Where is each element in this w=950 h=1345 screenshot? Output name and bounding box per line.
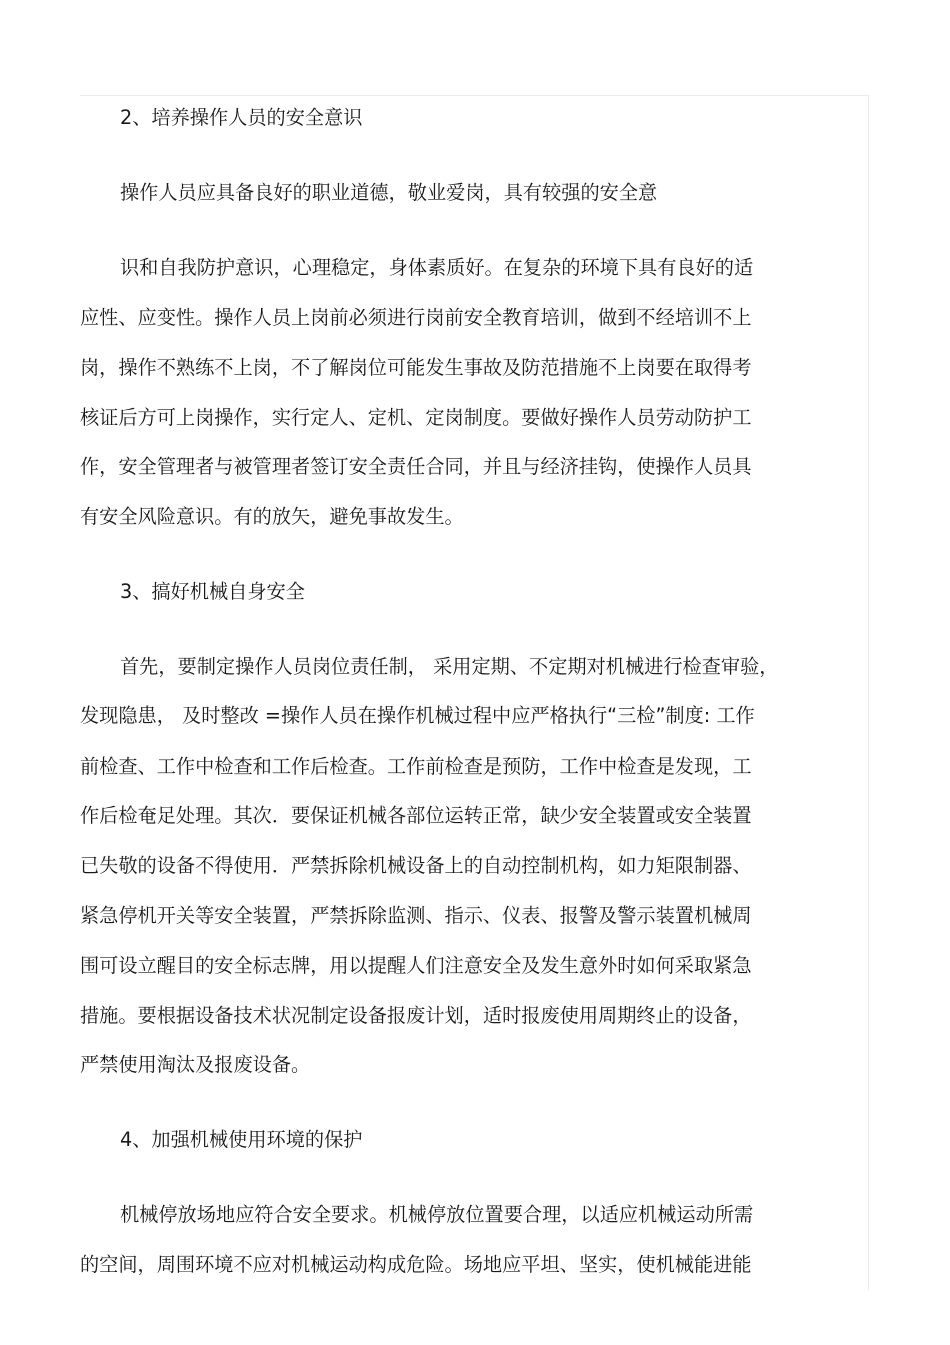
paragraph-line: 操作人员应具备良好的职业道德，敬业爱岗，具有较强的安全意	[120, 181, 658, 204]
paragraph-line: 前检查、工作中检查和工作后检查。工作前检查是预防，工作中检查是发现，工	[80, 755, 752, 778]
paragraph-line: 围可设立醒目的安全标志牌，用以提醒人们注意安全及发生意外时如何采取紧急	[80, 954, 752, 977]
paragraph-line: 应性、应变性。操作人员上岗前必须进行岗前安全教育培训，做到不经培训不上	[80, 306, 752, 329]
paragraph-line: 首先，要制定操作人员岗位责任制， 采用定期、不定期对机械进行检查审验，	[120, 655, 779, 678]
paragraph-line: 核证后方可上岗操作，实行定人、定机、定岗制度。要做好操作人员劳动防护工	[80, 406, 752, 429]
paragraph-line: 发现隐患， 及时整改 =操作人员在操作机械过程中应严格执行“三检”制度: 工作	[80, 704, 755, 727]
paragraph-line: 识和自我防护意识，心理稳定，身体素质好。在复杂的环境下具有良好的适	[120, 256, 754, 279]
paragraph-line: 机械停放场地应符合安全要求。机械停放位置要合理，以适应机械运动所需	[120, 1203, 754, 1226]
section-heading-3: 3、搞好机械自身安全	[120, 580, 305, 603]
paragraph-line: 措施。要根据设备技术状况制定设备报废计划，适时报废使用周期终止的设备，	[80, 1004, 752, 1027]
paragraph-line: 的空间，周围环境不应对机械运动构成危险。场地应平坦、坚实，使机械能进能	[80, 1253, 752, 1276]
paragraph-line: 作，安全管理者与被管理者签订安全责任合同，并且与经济挂钩，使操作人员具	[80, 455, 752, 478]
paragraph-line: 作后检奄足处理。其次．要保证机械各部位运转正常，缺少安全装置或安全装置	[80, 804, 752, 827]
paragraph-line: 已失敬的设备不得使用．严禁拆除机械设备上的自动控制机构，如力矩限制器、	[80, 854, 752, 877]
paragraph-line: 有安全风险意识。有的放矢，避免事故发生。	[80, 505, 464, 528]
paragraph-line: 紧急停机开关等安全装置，严禁拆除监测、指示、仪表、报警及警示装置机械周	[80, 904, 752, 927]
section-heading-2: 2、培养操作人员的安全意识	[120, 106, 363, 129]
paragraph-line: 岗，操作不熟练不上岗，不了解岗位可能发生事故及防范措施不上岗要在取得考	[80, 356, 752, 379]
section-heading-4: 4、加强机械使用环境的保护	[120, 1128, 363, 1151]
paragraph-line: 严禁使用淘汰及报废设备。	[80, 1053, 311, 1076]
